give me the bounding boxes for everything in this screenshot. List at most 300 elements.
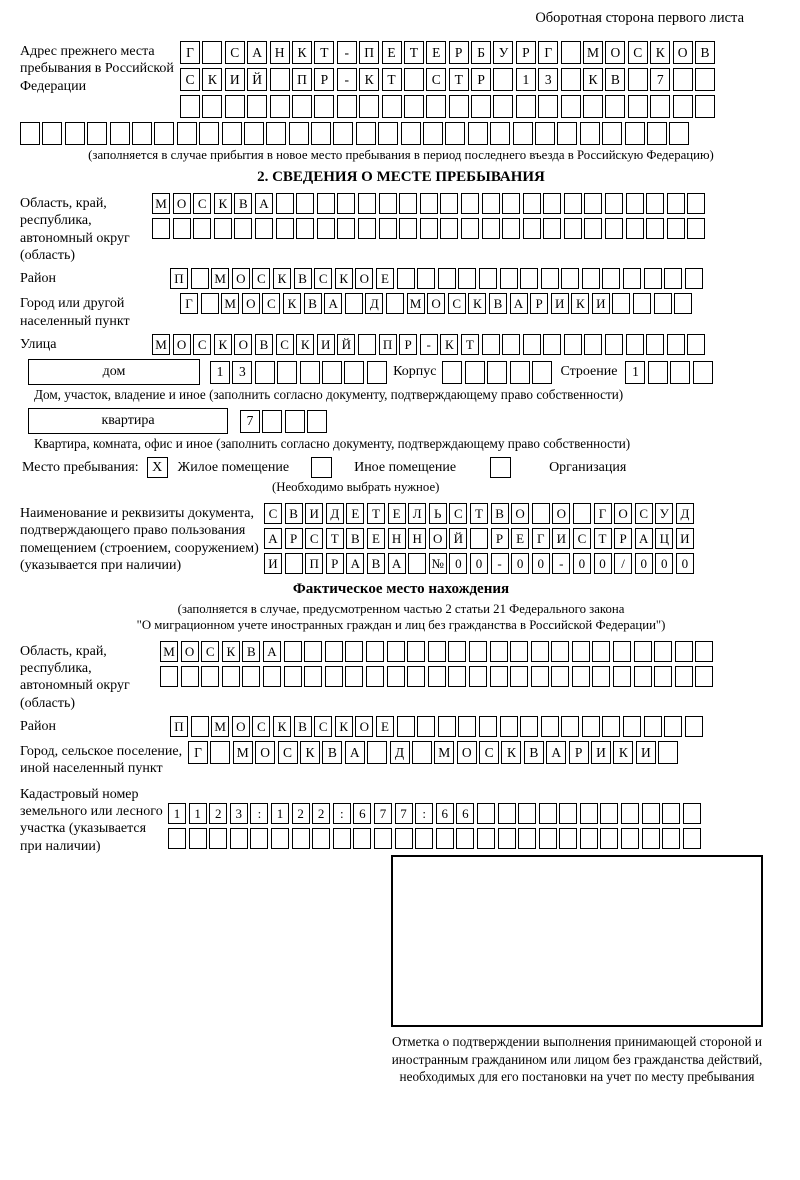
char-cell[interactable]: К — [613, 741, 633, 764]
char-cell[interactable]: Т — [367, 503, 385, 524]
dom-type-box[interactable]: дом — [28, 359, 200, 385]
char-cell[interactable] — [592, 641, 610, 662]
char-cell[interactable]: С — [635, 503, 653, 524]
char-cell[interactable] — [461, 193, 479, 214]
char-cell[interactable]: Й — [247, 68, 267, 91]
char-cell[interactable] — [674, 293, 692, 314]
char-cell[interactable] — [356, 122, 376, 145]
char-cell[interactable] — [191, 268, 209, 289]
char-cell[interactable]: В — [491, 503, 509, 524]
char-cell[interactable]: Г — [532, 528, 550, 549]
char-cell[interactable] — [262, 410, 282, 433]
char-cell[interactable] — [445, 122, 465, 145]
char-cell[interactable] — [65, 122, 85, 145]
char-cell[interactable]: Т — [449, 68, 469, 91]
char-cell[interactable] — [304, 641, 322, 662]
char-cell[interactable] — [634, 641, 652, 662]
char-cell[interactable] — [407, 666, 425, 687]
char-cell[interactable]: К — [214, 334, 232, 355]
char-cell[interactable]: 7 — [240, 410, 260, 433]
char-cell[interactable] — [442, 361, 462, 384]
char-cell[interactable] — [539, 803, 557, 824]
char-cell[interactable]: М — [211, 268, 229, 289]
char-cell[interactable] — [366, 666, 384, 687]
char-cell[interactable]: А — [635, 528, 653, 549]
char-cell[interactable] — [358, 193, 376, 214]
char-cell[interactable] — [646, 334, 664, 355]
char-cell[interactable]: Е — [367, 528, 385, 549]
char-cell[interactable]: Б — [471, 41, 491, 64]
char-cell[interactable]: В — [285, 503, 303, 524]
char-cell[interactable] — [695, 641, 713, 662]
char-cell[interactable]: О — [234, 334, 252, 355]
char-cell[interactable]: К — [202, 68, 222, 91]
char-cell[interactable] — [592, 666, 610, 687]
char-cell[interactable] — [675, 641, 693, 662]
char-cell[interactable] — [181, 666, 199, 687]
char-cell[interactable] — [628, 68, 648, 91]
char-cell[interactable]: О — [255, 741, 275, 764]
char-cell[interactable]: К — [501, 741, 521, 764]
zhiloe-checkbox[interactable]: X — [147, 457, 168, 478]
char-cell[interactable] — [559, 828, 577, 849]
char-cell[interactable] — [573, 503, 591, 524]
char-cell[interactable] — [572, 641, 590, 662]
char-cell[interactable] — [654, 666, 672, 687]
char-cell[interactable] — [314, 95, 334, 118]
char-cell[interactable]: Д — [365, 293, 383, 314]
char-cell[interactable] — [642, 803, 660, 824]
char-cell[interactable]: С — [573, 528, 591, 549]
char-cell[interactable]: П — [359, 41, 379, 64]
char-cell[interactable] — [367, 741, 387, 764]
char-cell[interactable]: В — [294, 716, 312, 737]
char-cell[interactable]: К — [571, 293, 589, 314]
char-cell[interactable]: 3 — [232, 361, 252, 384]
char-cell[interactable] — [605, 193, 623, 214]
char-cell[interactable] — [436, 828, 454, 849]
char-cell[interactable] — [201, 666, 219, 687]
char-cell[interactable]: П — [379, 334, 397, 355]
char-cell[interactable]: А — [388, 553, 406, 574]
char-cell[interactable] — [584, 334, 602, 355]
char-cell[interactable]: 0 — [676, 553, 694, 574]
char-cell[interactable]: 1 — [271, 803, 289, 824]
char-cell[interactable] — [600, 828, 618, 849]
char-cell[interactable]: О — [242, 293, 260, 314]
char-cell[interactable]: К — [273, 716, 291, 737]
char-cell[interactable]: Р — [516, 41, 536, 64]
char-cell[interactable]: Р — [614, 528, 632, 549]
char-cell[interactable] — [621, 803, 639, 824]
char-cell[interactable] — [667, 334, 685, 355]
char-cell[interactable]: С — [449, 503, 467, 524]
char-cell[interactable]: К — [214, 193, 232, 214]
char-cell[interactable] — [263, 666, 281, 687]
char-cell[interactable] — [415, 828, 433, 849]
char-cell[interactable] — [490, 122, 510, 145]
char-cell[interactable] — [646, 218, 664, 239]
char-cell[interactable]: - — [337, 68, 357, 91]
char-cell[interactable]: Р — [399, 334, 417, 355]
char-cell[interactable] — [561, 95, 581, 118]
char-cell[interactable]: Ь — [429, 503, 447, 524]
char-cell[interactable]: Д — [676, 503, 694, 524]
char-cell[interactable]: С — [264, 503, 282, 524]
char-cell[interactable]: Р — [326, 553, 344, 574]
char-cell[interactable]: - — [337, 41, 357, 64]
char-cell[interactable] — [523, 193, 541, 214]
char-cell[interactable]: О — [427, 293, 445, 314]
char-cell[interactable] — [583, 95, 603, 118]
char-cell[interactable] — [271, 828, 289, 849]
char-cell[interactable] — [482, 334, 500, 355]
char-cell[interactable] — [693, 361, 713, 384]
char-cell[interactable] — [479, 716, 497, 737]
char-cell[interactable]: В — [489, 293, 507, 314]
char-cell[interactable] — [600, 803, 618, 824]
char-cell[interactable]: Й — [449, 528, 467, 549]
char-cell[interactable]: Й — [337, 334, 355, 355]
char-cell[interactable] — [551, 641, 569, 662]
char-cell[interactable] — [477, 803, 495, 824]
char-cell[interactable]: А — [346, 553, 364, 574]
char-cell[interactable]: 1 — [516, 68, 536, 91]
char-cell[interactable]: О — [673, 41, 693, 64]
char-cell[interactable] — [325, 641, 343, 662]
char-cell[interactable]: 0 — [635, 553, 653, 574]
char-cell[interactable] — [284, 666, 302, 687]
char-cell[interactable] — [602, 122, 622, 145]
char-cell[interactable] — [168, 828, 186, 849]
char-cell[interactable] — [612, 293, 630, 314]
char-cell[interactable] — [379, 218, 397, 239]
char-cell[interactable] — [695, 68, 715, 91]
char-cell[interactable] — [669, 122, 689, 145]
char-cell[interactable]: Н — [270, 41, 290, 64]
char-cell[interactable]: А — [546, 741, 566, 764]
char-cell[interactable] — [687, 193, 705, 214]
char-cell[interactable]: - — [420, 334, 438, 355]
char-cell[interactable]: С — [180, 68, 200, 91]
char-cell[interactable] — [561, 716, 579, 737]
char-cell[interactable] — [654, 293, 672, 314]
char-cell[interactable] — [367, 361, 387, 384]
char-cell[interactable]: С — [201, 641, 219, 662]
char-cell[interactable] — [559, 803, 577, 824]
char-cell[interactable] — [242, 666, 260, 687]
char-cell[interactable]: О — [552, 503, 570, 524]
char-cell[interactable] — [307, 410, 327, 433]
char-cell[interactable] — [493, 95, 513, 118]
char-cell[interactable]: М — [407, 293, 425, 314]
char-cell[interactable] — [277, 361, 297, 384]
char-cell[interactable]: Е — [426, 41, 446, 64]
char-cell[interactable] — [539, 828, 557, 849]
char-cell[interactable] — [675, 666, 693, 687]
char-cell[interactable] — [152, 218, 170, 239]
char-cell[interactable]: Т — [470, 503, 488, 524]
char-cell[interactable] — [222, 122, 242, 145]
char-cell[interactable] — [510, 361, 530, 384]
char-cell[interactable]: 7 — [650, 68, 670, 91]
char-cell[interactable]: С — [262, 293, 280, 314]
char-cell[interactable] — [469, 666, 487, 687]
char-cell[interactable]: К — [296, 334, 314, 355]
char-cell[interactable] — [426, 95, 446, 118]
char-cell[interactable]: К — [583, 68, 603, 91]
char-cell[interactable]: С — [426, 68, 446, 91]
char-cell[interactable] — [408, 553, 426, 574]
char-cell[interactable] — [458, 268, 476, 289]
char-cell[interactable]: И — [317, 334, 335, 355]
char-cell[interactable] — [397, 268, 415, 289]
char-cell[interactable] — [358, 334, 376, 355]
char-cell[interactable]: В — [346, 528, 364, 549]
char-cell[interactable]: О — [605, 41, 625, 64]
char-cell[interactable] — [132, 122, 152, 145]
char-cell[interactable] — [667, 218, 685, 239]
char-cell[interactable]: С — [314, 716, 332, 737]
char-cell[interactable]: А — [510, 293, 528, 314]
char-cell[interactable] — [202, 41, 222, 64]
char-cell[interactable]: 0 — [532, 553, 550, 574]
char-cell[interactable] — [482, 193, 500, 214]
char-cell[interactable] — [510, 641, 528, 662]
char-cell[interactable] — [685, 268, 703, 289]
char-cell[interactable] — [222, 666, 240, 687]
char-cell[interactable] — [469, 641, 487, 662]
char-cell[interactable]: К — [300, 741, 320, 764]
char-cell[interactable] — [230, 828, 248, 849]
char-cell[interactable]: Р — [569, 741, 589, 764]
char-cell[interactable] — [498, 828, 516, 849]
char-cell[interactable] — [510, 666, 528, 687]
char-cell[interactable] — [440, 218, 458, 239]
char-cell[interactable] — [561, 41, 581, 64]
char-cell[interactable] — [304, 666, 322, 687]
char-cell[interactable]: 0 — [594, 553, 612, 574]
char-cell[interactable] — [582, 268, 600, 289]
char-cell[interactable] — [201, 293, 219, 314]
char-cell[interactable]: В — [242, 641, 260, 662]
char-cell[interactable]: В — [294, 268, 312, 289]
char-cell[interactable] — [387, 666, 405, 687]
char-cell[interactable] — [456, 828, 474, 849]
char-cell[interactable] — [561, 268, 579, 289]
char-cell[interactable]: 7 — [374, 803, 392, 824]
char-cell[interactable]: М — [152, 193, 170, 214]
char-cell[interactable] — [580, 803, 598, 824]
char-cell[interactable]: / — [614, 553, 632, 574]
char-cell[interactable] — [634, 666, 652, 687]
char-cell[interactable]: К — [335, 268, 353, 289]
char-cell[interactable]: Г — [180, 41, 200, 64]
char-cell[interactable] — [523, 334, 541, 355]
char-cell[interactable] — [180, 95, 200, 118]
char-cell[interactable]: В — [695, 41, 715, 64]
char-cell[interactable] — [87, 122, 107, 145]
char-cell[interactable]: О — [232, 268, 250, 289]
char-cell[interactable] — [311, 122, 331, 145]
char-cell[interactable] — [584, 193, 602, 214]
char-cell[interactable] — [479, 268, 497, 289]
char-cell[interactable]: Е — [376, 716, 394, 737]
char-cell[interactable]: К — [273, 268, 291, 289]
char-cell[interactable] — [644, 268, 662, 289]
char-cell[interactable] — [642, 828, 660, 849]
char-cell[interactable]: М — [233, 741, 253, 764]
char-cell[interactable]: К — [335, 716, 353, 737]
char-cell[interactable] — [337, 95, 357, 118]
char-cell[interactable] — [477, 828, 495, 849]
char-cell[interactable]: - — [552, 553, 570, 574]
char-cell[interactable]: К — [292, 41, 312, 64]
char-cell[interactable] — [448, 641, 466, 662]
char-cell[interactable]: М — [221, 293, 239, 314]
char-cell[interactable]: П — [292, 68, 312, 91]
char-cell[interactable]: С — [193, 334, 211, 355]
char-cell[interactable] — [438, 716, 456, 737]
char-cell[interactable]: А — [263, 641, 281, 662]
char-cell[interactable] — [448, 666, 466, 687]
char-cell[interactable] — [317, 193, 335, 214]
char-cell[interactable]: 1 — [210, 361, 230, 384]
char-cell[interactable] — [325, 666, 343, 687]
char-cell[interactable] — [520, 716, 538, 737]
char-cell[interactable] — [687, 218, 705, 239]
char-cell[interactable] — [667, 193, 685, 214]
char-cell[interactable]: В — [605, 68, 625, 91]
char-cell[interactable] — [498, 803, 516, 824]
char-cell[interactable]: Г — [180, 293, 198, 314]
char-cell[interactable]: Г — [188, 741, 208, 764]
char-cell[interactable]: Т — [404, 41, 424, 64]
char-cell[interactable] — [502, 193, 520, 214]
char-cell[interactable] — [322, 361, 342, 384]
char-cell[interactable] — [285, 553, 303, 574]
char-cell[interactable] — [247, 95, 267, 118]
char-cell[interactable] — [20, 122, 40, 145]
char-cell[interactable] — [541, 716, 559, 737]
char-cell[interactable] — [541, 268, 559, 289]
char-cell[interactable]: : — [415, 803, 433, 824]
char-cell[interactable] — [626, 334, 644, 355]
char-cell[interactable]: Т — [326, 528, 344, 549]
char-cell[interactable]: И — [551, 293, 569, 314]
char-cell[interactable]: Р — [449, 41, 469, 64]
char-cell[interactable] — [312, 828, 330, 849]
char-cell[interactable] — [191, 716, 209, 737]
char-cell[interactable]: И — [636, 741, 656, 764]
char-cell[interactable] — [695, 95, 715, 118]
char-cell[interactable] — [695, 666, 713, 687]
char-cell[interactable] — [605, 334, 623, 355]
char-cell[interactable] — [337, 218, 355, 239]
char-cell[interactable]: А — [324, 293, 342, 314]
char-cell[interactable] — [210, 741, 230, 764]
char-cell[interactable]: В — [322, 741, 342, 764]
char-cell[interactable] — [532, 503, 550, 524]
char-cell[interactable]: Е — [388, 503, 406, 524]
char-cell[interactable] — [658, 741, 678, 764]
char-cell[interactable] — [613, 666, 631, 687]
char-cell[interactable]: К — [222, 641, 240, 662]
char-cell[interactable]: А — [247, 41, 267, 64]
char-cell[interactable]: С — [276, 334, 294, 355]
char-cell[interactable] — [292, 828, 310, 849]
org-checkbox[interactable] — [490, 457, 511, 478]
char-cell[interactable] — [397, 716, 415, 737]
char-cell[interactable] — [438, 268, 456, 289]
char-cell[interactable]: Т — [594, 528, 612, 549]
char-cell[interactable]: Т — [382, 68, 402, 91]
char-cell[interactable] — [564, 334, 582, 355]
char-cell[interactable] — [177, 122, 197, 145]
char-cell[interactable] — [449, 95, 469, 118]
char-cell[interactable] — [543, 334, 561, 355]
char-cell[interactable] — [209, 828, 227, 849]
char-cell[interactable] — [404, 95, 424, 118]
char-cell[interactable] — [602, 268, 620, 289]
char-cell[interactable]: И — [591, 741, 611, 764]
char-cell[interactable]: 0 — [449, 553, 467, 574]
char-cell[interactable]: Р — [491, 528, 509, 549]
char-cell[interactable] — [602, 716, 620, 737]
char-cell[interactable] — [404, 68, 424, 91]
char-cell[interactable]: 1 — [168, 803, 186, 824]
char-cell[interactable] — [420, 193, 438, 214]
char-cell[interactable]: 1 — [189, 803, 207, 824]
char-cell[interactable] — [584, 218, 602, 239]
char-cell[interactable] — [234, 218, 252, 239]
char-cell[interactable]: Г — [538, 41, 558, 64]
char-cell[interactable]: В — [234, 193, 252, 214]
char-cell[interactable] — [470, 528, 488, 549]
char-cell[interactable] — [154, 122, 174, 145]
char-cell[interactable] — [633, 293, 651, 314]
char-cell[interactable]: Р — [471, 68, 491, 91]
char-cell[interactable]: И — [305, 503, 323, 524]
char-cell[interactable] — [378, 122, 398, 145]
char-cell[interactable] — [654, 641, 672, 662]
char-cell[interactable] — [353, 828, 371, 849]
char-cell[interactable] — [300, 361, 320, 384]
char-cell[interactable] — [673, 68, 693, 91]
char-cell[interactable] — [471, 95, 491, 118]
char-cell[interactable] — [255, 218, 273, 239]
char-cell[interactable] — [270, 68, 290, 91]
char-cell[interactable]: 2 — [209, 803, 227, 824]
char-cell[interactable]: М — [434, 741, 454, 764]
char-cell[interactable] — [490, 666, 508, 687]
inoe-checkbox[interactable] — [311, 457, 332, 478]
char-cell[interactable] — [500, 268, 518, 289]
char-cell[interactable] — [366, 641, 384, 662]
char-cell[interactable] — [401, 122, 421, 145]
char-cell[interactable] — [160, 666, 178, 687]
char-cell[interactable]: 7 — [395, 803, 413, 824]
char-cell[interactable]: С — [252, 268, 270, 289]
char-cell[interactable] — [333, 122, 353, 145]
char-cell[interactable]: Г — [594, 503, 612, 524]
char-cell[interactable] — [255, 361, 275, 384]
char-cell[interactable] — [487, 361, 507, 384]
char-cell[interactable] — [683, 803, 701, 824]
char-cell[interactable]: П — [170, 716, 188, 737]
char-cell[interactable]: М — [211, 716, 229, 737]
char-cell[interactable] — [379, 193, 397, 214]
